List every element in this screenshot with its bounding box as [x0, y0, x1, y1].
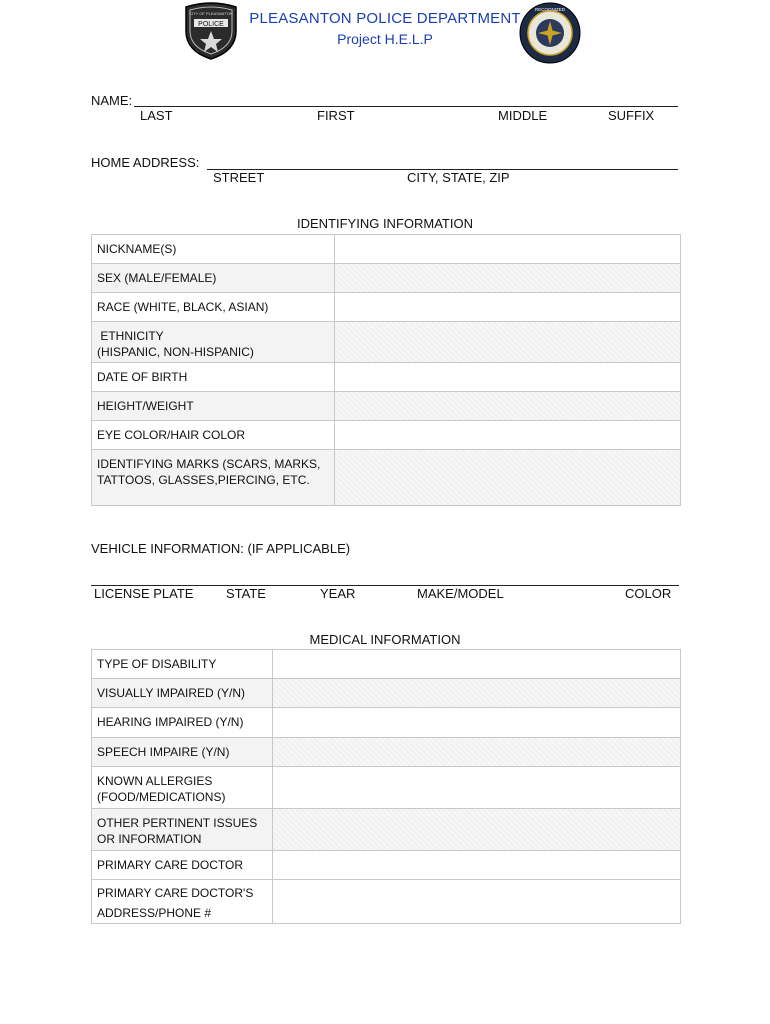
vehicle-col-license-plate: LICENSE PLATE: [94, 586, 194, 601]
svg-text:CITY OF PLEASANTON: CITY OF PLEASANTON: [189, 11, 233, 16]
vehicle-col-make-model: MAKE/MODEL: [417, 586, 504, 601]
identifying-marks-field[interactable]: [335, 450, 681, 506]
table-row: [92, 421, 681, 450]
medical-label: KNOWN ALLERGIES (FOOD/MEDICATIONS): [92, 767, 273, 809]
nickname-field[interactable]: [335, 235, 681, 264]
vehicle-col-year: YEAR: [320, 586, 356, 601]
identifying-label: RACE (WHITE, BLACK, ASIAN): [92, 293, 335, 322]
table-row: [92, 809, 681, 851]
name-sublabel-first: FIRST: [317, 108, 355, 123]
police-badge-icon: [180, 1, 242, 61]
table-row: [92, 767, 681, 809]
table-row: [92, 450, 681, 506]
name-sublabel-suffix: SUFFIX: [608, 108, 655, 123]
city-seal-icon: [519, 2, 581, 64]
medical-label: PRIMARY CARE DOCTOR: [92, 851, 273, 880]
pertinent-issues-field[interactable]: [273, 809, 681, 851]
table-row: [92, 650, 681, 679]
table-row: [92, 235, 681, 264]
medical-label: SPEECH IMPAIRE (Y/N): [92, 738, 273, 767]
table-row: [92, 679, 681, 708]
ethnicity-field[interactable]: [335, 322, 681, 363]
visually-impaired-field[interactable]: [273, 679, 681, 708]
identifying-label: EYE COLOR/HAIR COLOR: [92, 421, 335, 450]
doctor-address-phone-field[interactable]: [273, 880, 681, 924]
identifying-label: NICKNAME(S): [92, 235, 335, 264]
department-title: PLEASANTON POLICE DEPARTMENT: [249, 10, 521, 27]
table-row: [92, 293, 681, 322]
identifying-label: IDENTIFYING MARKS (SCARS, MARKS, TATTOOS, GLASSES,PIERCING, ETC.: [92, 450, 335, 506]
home-address-label: HOME ADDRESS:: [91, 155, 200, 170]
svg-text:POLICE: POLICE: [198, 21, 224, 28]
table-row: [92, 851, 681, 880]
disability-field[interactable]: [273, 650, 681, 679]
medical-section-title: MEDICAL INFORMATION: [309, 632, 461, 647]
table-row: [92, 880, 681, 924]
identifying-label: SEX (MALE/FEMALE): [92, 264, 335, 293]
name-label: NAME:: [91, 93, 133, 108]
table-row: [92, 392, 681, 421]
race-field[interactable]: [335, 293, 681, 322]
hearing-impaired-field[interactable]: [273, 708, 681, 738]
table-row: [92, 738, 681, 767]
allergies-field[interactable]: [273, 767, 681, 809]
medical-label: HEARING IMPAIRED (Y/N): [92, 708, 273, 738]
identifying-label: HEIGHT/WEIGHT: [92, 392, 335, 421]
address-sublabel-city: CITY, STATE, ZIP: [407, 170, 510, 185]
table-row: [92, 264, 681, 293]
identifying-section-title: IDENTIFYING INFORMATION: [297, 216, 473, 231]
sex-field[interactable]: [335, 264, 681, 293]
identifying-label: ETHNICITY (HISPANIC, NON-HISPANIC): [92, 322, 335, 363]
medical-table: [91, 649, 681, 924]
table-row: [92, 708, 681, 738]
eye-hair-color-field[interactable]: [335, 421, 681, 450]
primary-care-doctor-field[interactable]: [273, 851, 681, 880]
medical-label: OTHER PERTINENT ISSUES OR INFORMATION: [92, 809, 273, 851]
table-row: [92, 363, 681, 392]
vehicle-section-title: VEHICLE INFORMATION: (IF APPLICABLE): [91, 541, 351, 556]
medical-label: TYPE OF DISABILITY: [92, 650, 273, 679]
vehicle-col-state: STATE: [226, 586, 266, 601]
svg-text:RECOGNIZED: RECOGNIZED: [534, 7, 566, 12]
speech-impaired-field[interactable]: [273, 738, 681, 767]
medical-label: VISUALLY IMPAIRED (Y/N): [92, 679, 273, 708]
identifying-label: DATE OF BIRTH: [92, 363, 335, 392]
address-sublabel-street: STREET: [213, 170, 265, 185]
table-row: [92, 322, 681, 363]
vehicle-col-color: COLOR: [625, 586, 672, 601]
name-underline[interactable]: [134, 106, 678, 107]
height-weight-field[interactable]: [335, 392, 681, 421]
name-sublabel-last: LAST: [140, 108, 173, 123]
project-subtitle: Project H.E.L.P: [337, 31, 433, 47]
identifying-table: [91, 234, 681, 506]
name-sublabel-middle: MIDDLE: [498, 108, 548, 123]
date-of-birth-field[interactable]: [335, 363, 681, 392]
medical-label: PRIMARY CARE DOCTOR'S ADDRESS/PHONE #: [92, 880, 273, 924]
